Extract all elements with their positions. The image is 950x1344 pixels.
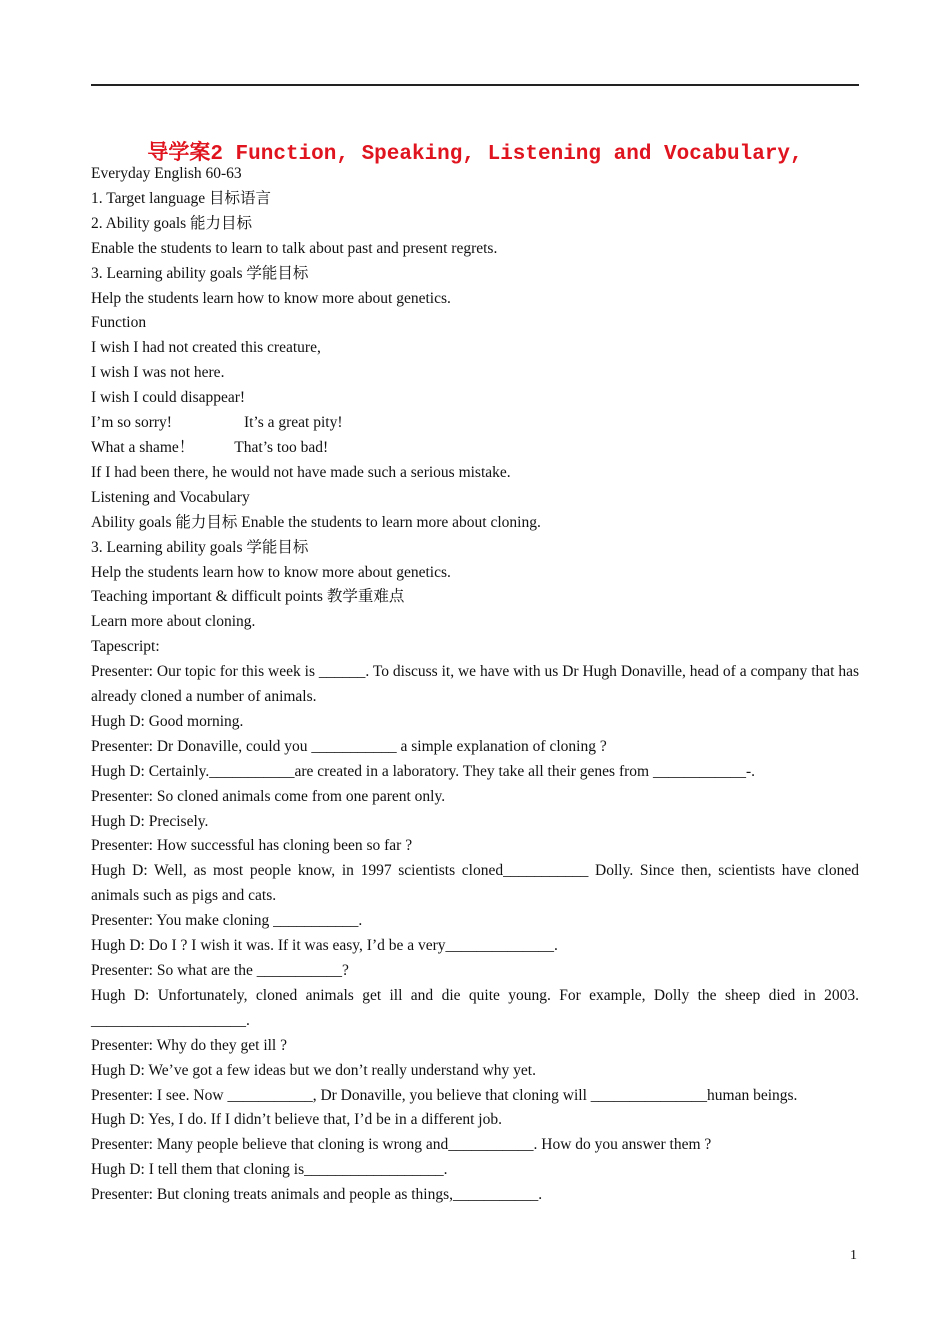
document-body	[91, 162, 859, 1208]
text-line: If I had been there, he would not have made such a serious mistake.	[91, 463, 511, 481]
expression: What a shame！	[91, 438, 195, 456]
dialogue-line: Presenter: Dr Donaville, could you ___________ a simple explanation of cloning ?	[91, 737, 607, 755]
dialogue-line: Hugh D: Good morning.	[91, 712, 244, 730]
text-line: Learn more about cloning.	[91, 613, 256, 631]
text-line	[91, 436, 859, 461]
dialogue-line: Presenter: Our topic for this week is ______. To discuss it, we have with us Dr Hugh Donaville, head of a company that has already cloned a number of animals.	[91, 663, 859, 706]
section-heading: Function	[91, 314, 147, 332]
page-number: 1	[850, 1248, 857, 1263]
section-heading: Listening and Vocabulary	[91, 488, 250, 506]
dialogue-line: Presenter: So cloned animals come from one parent only.	[91, 787, 446, 805]
expression: I’m so sorry!	[91, 414, 172, 432]
dialogue-line: Hugh D: Do I ? I wish it was. If it was easy, I’d be a very______________.	[91, 937, 558, 955]
dialogue-line: Presenter: Many people believe that cloning is wrong and___________. How do you answer them ?	[91, 1136, 712, 1154]
expression: It’s a great pity!	[243, 414, 343, 432]
dialogue-line: Hugh D: Yes, I do. If I didn’t believe that, I’d be in a different job.	[91, 1111, 502, 1129]
section-heading: Tapescript:	[91, 638, 160, 656]
dialogue-line: Hugh D: We’ve got a few ideas but we don’t really understand why yet.	[91, 1061, 536, 1079]
dialogue-line: Hugh D: I tell them that cloning is__________________.	[91, 1161, 448, 1179]
dialogue-line: Hugh D: Well, as most people know, in 1997 scientists cloned___________ Dolly. Since then, scientists have cloned animals such as pigs and cats.	[91, 862, 859, 905]
dialogue-line: Presenter: So what are the ___________?	[91, 962, 349, 979]
text-line: I wish I could disappear!	[91, 389, 246, 407]
expression: That’s too bad!	[234, 438, 329, 456]
text-line: I wish I had not created this creature,	[91, 339, 321, 357]
dialogue-line: Presenter: You make cloning ___________.	[91, 912, 363, 930]
section-heading: 3. Learning ability goals 学能目标	[91, 538, 309, 556]
text-line: Everyday English 60-63	[91, 165, 242, 182]
dialogue-line: Presenter: But cloning treats animals and people as things,___________.	[91, 1186, 543, 1204]
text-line: I wish I was not here.	[91, 364, 225, 382]
text-line	[91, 411, 859, 436]
dialogue-line: Presenter: How successful has cloning been so far ?	[91, 837, 413, 855]
dialogue-line: Hugh D: Certainly.___________are created in a laboratory. They take all their genes from ____________-.	[91, 762, 756, 780]
text-line: Help the students learn how to know more about genetics.	[91, 563, 451, 581]
text-line: Ability goals 能力目标 Enable the students to learn more about cloning.	[91, 513, 541, 531]
text-line: Help the students learn how to know more about genetics.	[91, 289, 451, 307]
text-line: Enable the students to learn to talk about past and present regrets.	[91, 239, 498, 257]
page-title: 导学案2 Function, Speaking, Listening and Vocabulary,	[147, 143, 803, 166]
dialogue-line: Hugh D: Precisely.	[91, 812, 209, 830]
dialogue-line: Presenter: Why do they get ill ?	[91, 1036, 287, 1054]
section-heading: 3. Learning ability goals 学能目标	[91, 264, 309, 282]
dialogue-line: Hugh D: Unfortunately, cloned animals get ill and die quite young. For example, Dolly the sheep died in 2003. ____________________.	[91, 986, 859, 1029]
text-line: Teaching important & difficult points 教学重难点	[91, 588, 405, 606]
section-heading: 1. Target language 目标语言	[91, 189, 271, 207]
section-heading: 2. Ability goals 能力目标	[91, 214, 253, 232]
header-rule	[91, 84, 859, 86]
dialogue-line: Presenter: I see. Now ___________, Dr Donaville, you believe that cloning will _______________human beings.	[91, 1086, 798, 1104]
